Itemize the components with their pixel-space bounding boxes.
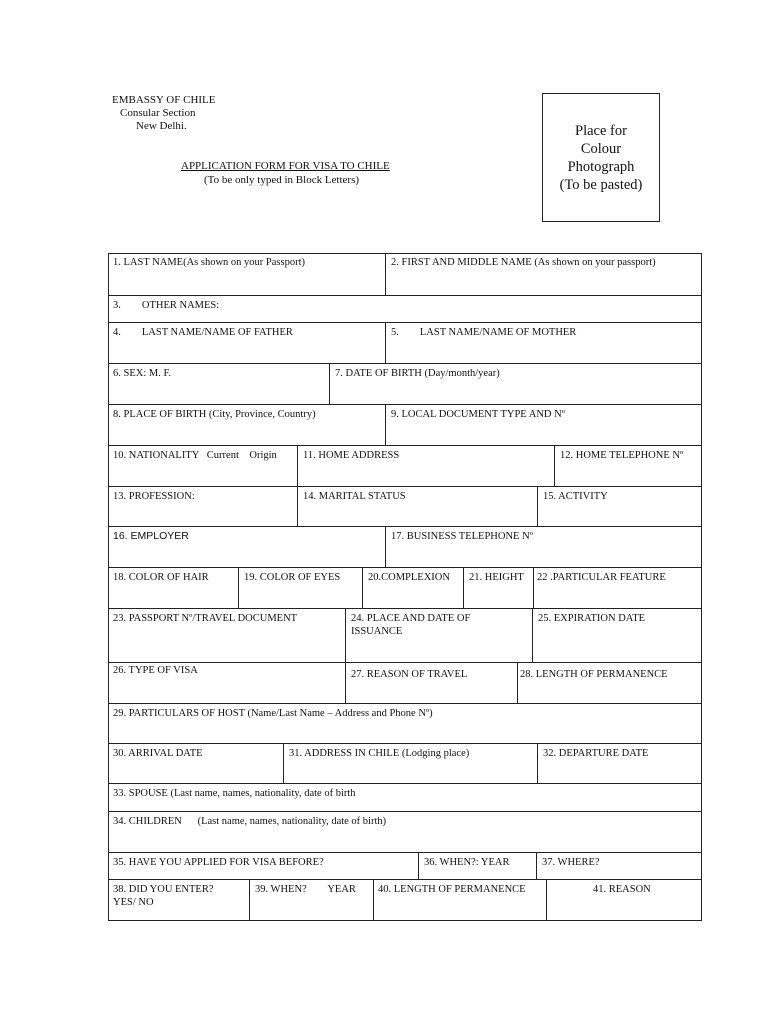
- embassy-city: New Delhi.: [136, 120, 187, 132]
- field-expiration-date[interactable]: 25. EXPIRATION DATE: [532, 609, 702, 662]
- field-sex[interactable]: 6. SEX: M. F.: [113, 368, 172, 379]
- field-nationality[interactable]: 10. NATIONALITY Current Origin: [113, 450, 277, 461]
- field-where[interactable]: 37. WHERE?: [536, 853, 702, 879]
- form-row-33: [108, 783, 702, 811]
- field-complexion[interactable]: 20.COMPLEXION: [362, 568, 463, 608]
- field-activity[interactable]: 15. ACTIVITY: [537, 487, 702, 526]
- form-row-1: [108, 253, 702, 295]
- field-first-middle-name[interactable]: 2. FIRST AND MIDDLE NAME (As shown on your passport): [385, 253, 702, 295]
- field-children[interactable]: 34. CHILDREN (Last name, names, nationality, date of birth): [113, 816, 387, 827]
- field-did-you-enter-options: YES/ NO: [113, 897, 154, 908]
- form-row-8: [108, 404, 702, 445]
- form-row-34: [108, 811, 702, 852]
- field-entry-reason[interactable]: 41. REASON: [546, 880, 702, 921]
- form-row-23: [108, 608, 702, 662]
- form-row-18: [108, 567, 702, 608]
- field-host-particulars[interactable]: 29. PARTICULARS OF HOST (Name/Last Name – Address and Phone Nº): [113, 708, 433, 719]
- form-row-35: [108, 852, 702, 879]
- embassy-name: EMBASSY OF CHILE: [112, 94, 216, 106]
- form-row-38: [108, 879, 702, 921]
- photo-line-4: (To be pasted): [559, 176, 643, 193]
- photo-line-3: Photograph: [567, 158, 635, 175]
- field-height[interactable]: 21. HEIGHT: [463, 568, 533, 608]
- field-place-of-birth[interactable]: 8. PLACE OF BIRTH (City, Province, Country): [113, 409, 316, 420]
- field-marital-status[interactable]: 14. MARITAL STATUS: [297, 487, 537, 526]
- form-row-29: [108, 703, 702, 743]
- consular-section: Consular Section: [120, 107, 196, 119]
- field-did-you-enter[interactable]: [108, 880, 249, 921]
- field-arrival-date[interactable]: 30. ARRIVAL DATE: [113, 748, 203, 759]
- field-employer[interactable]: [108, 527, 385, 567]
- form-row-4: [108, 322, 702, 363]
- field-when-year[interactable]: 36. WHEN?: YEAR: [418, 853, 536, 879]
- field-home-telephone[interactable]: 12. HOME TELEPHONE Nº: [554, 446, 702, 486]
- field-entry-when-year[interactable]: 39. WHEN? YEAR: [249, 880, 373, 921]
- form-row-30: [108, 743, 702, 783]
- field-entry-length-of-permanence[interactable]: 40. LENGTH OF PERMANENCE: [373, 880, 546, 921]
- field-place-date-issuance-label: 24. PLACE AND DATE OF ISSUANCE: [351, 613, 471, 637]
- form-row-3: [108, 295, 702, 322]
- field-date-of-birth[interactable]: 7. DATE OF BIRTH (Day/month/year): [329, 364, 702, 404]
- field-spouse[interactable]: 33. SPOUSE (Last name, names, nationality, date of birth: [113, 788, 356, 799]
- field-passport-number[interactable]: 23. PASSPORT Nº/TRAVEL DOCUMENT: [113, 613, 298, 624]
- field-profession[interactable]: 13. PROFESSION:: [113, 491, 195, 502]
- field-local-document[interactable]: 9. LOCAL DOCUMENT TYPE AND Nº: [385, 405, 702, 445]
- field-address-in-chile[interactable]: 31. ADDRESS IN CHILE (Lodging place): [283, 744, 537, 783]
- field-employer-label: 16. EMPLOYER: [113, 530, 189, 542]
- form-row-26: [108, 662, 702, 703]
- field-departure-date[interactable]: 32. DEPARTURE DATE: [537, 744, 702, 783]
- field-particular-feature[interactable]: 22 .PARTICULAR FEATURE: [533, 568, 702, 608]
- field-did-you-enter-label: 38. DID YOU ENTER?: [113, 884, 214, 895]
- field-eye-color[interactable]: 19. COLOR OF EYES: [238, 568, 362, 608]
- field-other-names[interactable]: 3. OTHER NAMES:: [113, 300, 220, 311]
- form-row-6: [108, 363, 702, 404]
- form-title: APPLICATION FORM FOR VISA TO CHILE: [181, 160, 390, 172]
- field-place-date-issuance[interactable]: [345, 609, 532, 662]
- photo-placeholder[interactable]: [542, 93, 660, 222]
- field-hair-color[interactable]: 18. COLOR OF HAIR: [113, 572, 209, 583]
- field-business-telephone[interactable]: 17. BUSINESS TELEPHONE Nº: [385, 527, 702, 567]
- field-length-of-permanence[interactable]: 28. LENGTH OF PERMANENCE: [517, 663, 702, 703]
- field-applied-before[interactable]: 35. HAVE YOU APPLIED FOR VISA BEFORE?: [113, 857, 324, 868]
- photo-line-1: Place for: [575, 122, 627, 139]
- field-type-of-visa[interactable]: 26. TYPE OF VISA: [113, 665, 198, 676]
- photo-line-2: Colour: [580, 140, 622, 157]
- form-row-10: [108, 445, 702, 486]
- form-row-16: [108, 526, 702, 567]
- field-reason-of-travel[interactable]: 27. REASON OF TRAVEL: [345, 663, 517, 703]
- form-subtitle: (To be only typed in Block Letters): [204, 174, 360, 186]
- field-mother-name[interactable]: 5. LAST NAME/NAME OF MOTHER: [385, 323, 702, 363]
- form-row-13: [108, 486, 702, 526]
- field-home-address[interactable]: 11. HOME ADDRESS: [297, 446, 554, 486]
- field-last-name[interactable]: 1. LAST NAME(As shown on your Passport): [113, 257, 306, 268]
- field-father-name[interactable]: 4. LAST NAME/NAME OF FATHER: [113, 327, 293, 338]
